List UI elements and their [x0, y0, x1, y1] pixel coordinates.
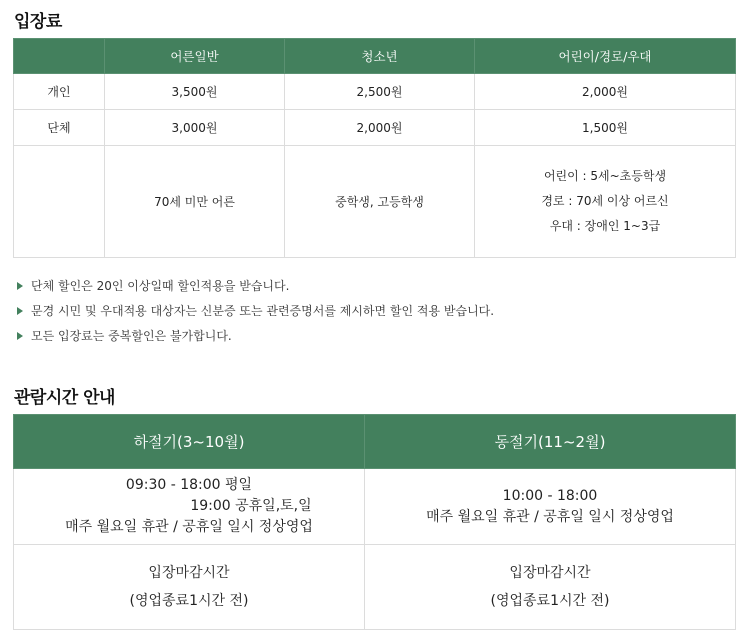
fee-criteria-adult: 70세 미만 어른: [105, 146, 285, 258]
fee-price-child: 1,500원: [475, 110, 736, 146]
note-item: [17, 301, 494, 326]
fee-price-adult: 3,000원: [105, 110, 285, 146]
fee-row-label: 단체: [14, 110, 105, 146]
fee-section-title: 입장료: [14, 12, 62, 32]
winter-closing-note: (영업종료1시간 전): [490, 593, 610, 609]
fee-price-child: 2,000원: [475, 74, 736, 110]
fee-criteria-youth: 중학생, 고등학생: [285, 146, 475, 258]
summer-closing-note: (영업종료1시간 전): [129, 593, 249, 609]
summer-closing: [14, 545, 365, 630]
triangle-right-icon: [17, 307, 23, 315]
note-text: 모든 입장료는 중복할인은 불가합니다.: [31, 329, 232, 343]
fee-header-child: 어린이/경로/우대: [475, 39, 736, 74]
fee-row-group: [14, 110, 736, 146]
fee-header-row: [14, 39, 736, 74]
fee-notes-list: [17, 276, 494, 351]
fee-criteria-label: [14, 146, 105, 258]
fee-row-individual: [14, 74, 736, 110]
triangle-right-icon: [17, 282, 23, 290]
closing-row: [14, 545, 736, 630]
summer-closing-title: 입장마감시간: [148, 565, 230, 581]
fee-header-youth: 청소년: [285, 39, 475, 74]
hours-row: [14, 469, 736, 545]
fee-row-label: 개인: [14, 74, 105, 110]
summer-header: 하절기(3~10월): [14, 415, 365, 469]
fee-price-youth: 2,500원: [285, 74, 475, 110]
triangle-right-icon: [17, 332, 23, 340]
summer-hours: [14, 469, 365, 545]
criteria-senior-line: 경로 : 70세 이상 어르신: [541, 194, 669, 208]
fee-header-empty: [14, 39, 105, 74]
summer-closed-day: 매주 월요일 휴관 / 공휴일 일시 정상영업: [65, 519, 313, 535]
summer-holiday-hours: 19:00 공휴일,토,일: [190, 498, 312, 514]
criteria-child-line: 어린이 : 5세~초등학생: [543, 169, 667, 183]
fee-table: [13, 38, 736, 258]
note-item: [17, 326, 494, 351]
criteria-disabled-line: 우대 : 장애인 1~3급: [549, 219, 661, 233]
summer-weekday-hours: 09:30 - 18:00 평일: [125, 477, 253, 493]
winter-header: 동절기(11~2월): [365, 415, 736, 469]
winter-closing-title: 입장마감시간: [509, 565, 591, 581]
note-item: [17, 276, 494, 301]
winter-closed-day: 매주 월요일 휴관 / 공휴일 일시 정상영업: [426, 508, 674, 525]
note-text: 단체 할인은 20인 이상일때 할인적용을 받습니다.: [31, 279, 290, 293]
fee-price-youth: 2,000원: [285, 110, 475, 146]
fee-row-criteria: [14, 146, 736, 258]
winter-hours: [365, 469, 736, 545]
hours-section-title: 관람시간 안내: [14, 388, 115, 408]
winter-closing: [365, 545, 736, 630]
hours-header-row: [14, 415, 736, 469]
fee-price-adult: 3,500원: [105, 74, 285, 110]
fee-header-adult: 어른일반: [105, 39, 285, 74]
winter-open-hours: 10:00 - 18:00: [502, 487, 598, 504]
hours-table: [13, 414, 736, 630]
note-text: 문경 시민 및 우대적용 대상자는 신분증 또는 관련증명서를 제시하면 할인 적용 받습니다.: [31, 304, 495, 318]
fee-criteria-child: [475, 146, 736, 258]
